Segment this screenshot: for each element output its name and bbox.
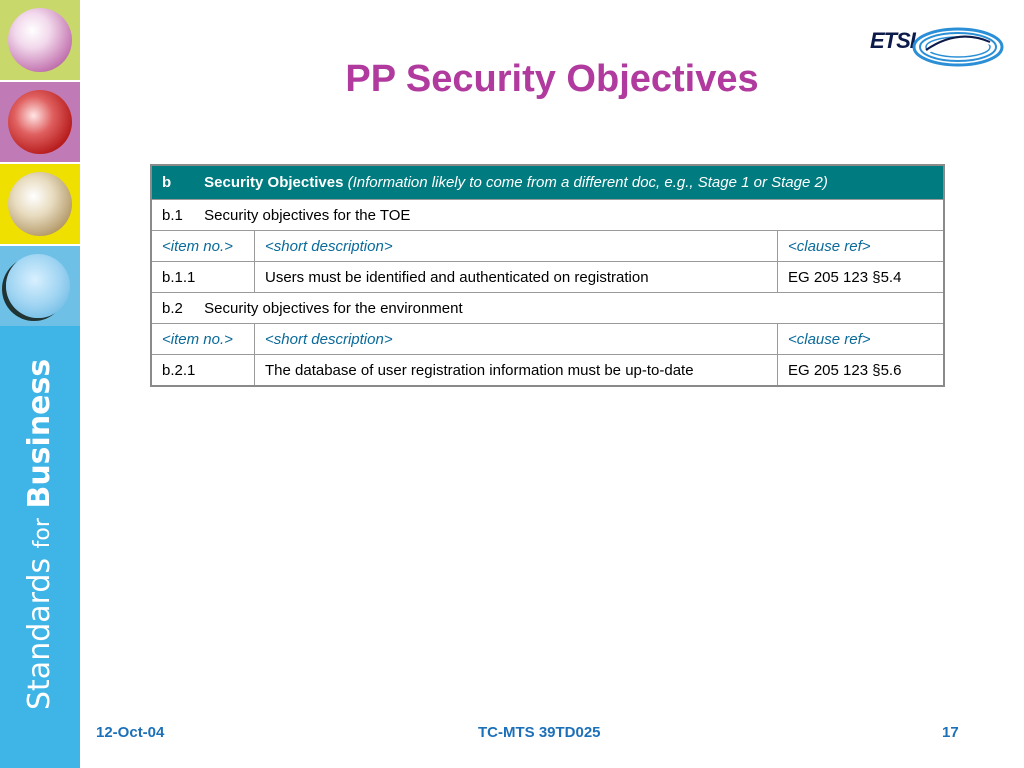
section-row: [151, 293, 944, 324]
item-description: The database of user registration information must be up-to-date: [255, 355, 778, 387]
item-description: Users must be identified and authenticated on registration: [255, 262, 778, 293]
section-code: b.2: [162, 299, 183, 317]
table-row: [151, 355, 944, 387]
page-title: PP Security Objectives: [345, 58, 759, 100]
section-code: b.1: [162, 206, 183, 224]
table-header-cell: [151, 165, 944, 200]
sidebar: [0, 0, 80, 768]
placeholder-ref: <clause ref>: [778, 324, 945, 355]
table-header-row: [151, 165, 944, 200]
sidebar-word-for: for: [30, 518, 55, 549]
footer-doc-id: TC-MTS 39TD025: [478, 724, 601, 741]
sidebar-word-business: Business: [22, 358, 57, 509]
globe-icon: [8, 8, 72, 72]
placeholder-item: <item no.>: [151, 231, 255, 262]
placeholder-desc: <short description>: [255, 324, 778, 355]
globe-icon: [8, 172, 72, 236]
table-row: [151, 262, 944, 293]
globe-tile-1: [0, 0, 80, 80]
placeholder-ref: <clause ref>: [778, 231, 945, 262]
placeholder-desc: <short description>: [255, 231, 778, 262]
globe-tile-3: [0, 164, 80, 244]
header-note: (Information likely to come from a different doc, e.g., Stage 1 or Stage 2): [347, 174, 828, 191]
placeholder-row: [151, 231, 944, 262]
placeholder-row: [151, 324, 944, 355]
logo-text: ETSI: [870, 28, 915, 53]
globe-icon: [8, 90, 72, 154]
header-label: Security Objectives: [204, 174, 344, 191]
section-cell: [151, 293, 944, 324]
footer-date: 12-Oct-04: [96, 724, 165, 741]
globe-tile-2: [0, 82, 80, 162]
security-objectives-table: [150, 164, 945, 387]
header-code: b: [162, 174, 172, 191]
section-row: [151, 200, 944, 231]
item-number: b.2.1: [151, 355, 255, 387]
section-title: Security objectives for the TOE: [204, 206, 411, 224]
standards-for-business-text: [20, 358, 60, 710]
globe-tile-4: [0, 246, 80, 326]
sidebar-word-standards: Standards: [22, 557, 57, 710]
clause-ref: EG 205 123 §5.4: [778, 262, 945, 293]
section-title: Security objectives for the environment: [204, 299, 463, 317]
clause-ref: EG 205 123 §5.6: [778, 355, 945, 387]
placeholder-item: <item no.>: [151, 324, 255, 355]
section-cell: [151, 200, 944, 231]
footer-page-number: 17: [942, 724, 959, 741]
globe-icon: [6, 254, 70, 318]
item-number: b.1.1: [151, 262, 255, 293]
